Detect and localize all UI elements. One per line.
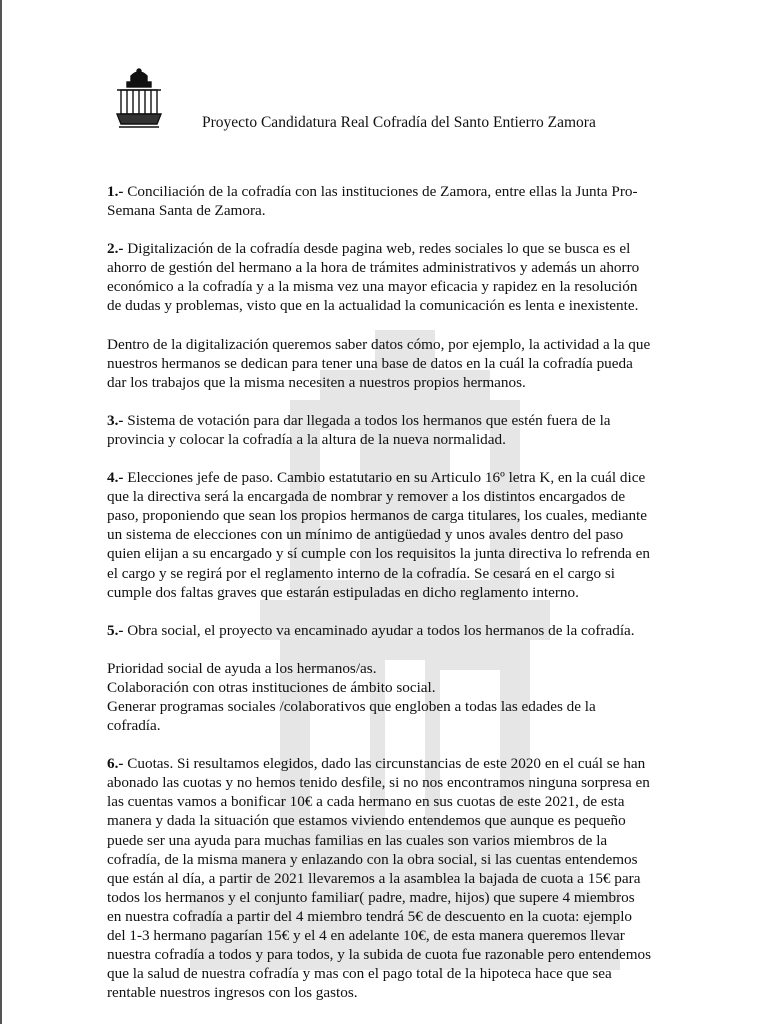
section-number: 5.- [107,621,124,639]
social-item: Prioridad social de ayuda a los hermanos/as. [107,659,377,677]
section-text: Dentro de la digitalización queremos saber datos cómo, por ejemplo, la actividad a la que nuestros hermanos se dedican para tener una base de datos en la cuál la cofradía pueda dar los trabajos que la misma necesiten a nuestros propios hermanos. [107,335,651,391]
section-4 [107,468,652,602]
section-number: 6.- [107,755,124,773]
section-number: 1.- [107,183,124,200]
section-text: Digitalización de la cofradía desde pagina web, redes sociales lo que se busca es el ahorro de gestión del hermano a la hora de trámites administrativos y además un ahorro económico a la cofradía y a la misma vez una mayor eficacia y rapidez en la resolución de dudas y problemas, visto que en la actualidad la comunicación es lenta e inexistente. [107,240,640,315]
section-number: 4.- [107,469,124,487]
section-2 [107,239,652,315]
section-number: 3.- [107,411,124,429]
section-6 [107,754,652,1002]
page-left-edge [0,0,2,1024]
section-text: Elecciones jefe de paso. Cambio estatutario en su Articulo 16º letra K, en la cuál dice que la directiva será la encargada de nombrar y remover a los distintos encargados de paso, proponiendo que sean los propios hermanos de carga titulares, los cuales, mediante un sistema de elecciones con un mínimo de antigüedad y unos avales dentro del paso quien elijan a su encargado y sí cumple con los requisitos la junta directiva lo refrenda en el cargo y se regirá por el reglamento interno de la cofradía. Se cesará en el cargo si cumple dos faltas graves que estarán estipuladas en dicho reglamento interno. [107,469,650,601]
section-2-digitalization-detail [107,335,652,392]
section-text: Obra social, el proyecto va encaminado ayudar a todos los hermanos de la cofradía. [123,621,635,639]
section-3 [107,411,652,449]
section-5 [107,621,652,640]
page-title: Proyecto Candidatura Real Cofradía del Santo Entierro Zamora [202,114,596,131]
section-text: Conciliación de la cofradía con las instituciones de Zamora, entre ellas la Junta Pro-Semana Santa de Zamora. [107,183,638,220]
section-text: Sistema de votación para dar llegada a todos los hermanos que estén fuera de la provincia y colocar la cofradía a la altura de la nueva normalidad. [107,411,611,448]
crest-icon [113,68,165,130]
section-number: 2.- [107,240,124,258]
section-text: Cuotas. Si resultamos elegidos, dado las circunstancias de este 2020 en el cuál se han abonado las cuotas y no hemos tenido desfile, si no nos encontramos ninguna sorpresa en las cuentas vamos a bonificar 10€ a cada hermano en sus cuotas de este 2021, de esta manera y dada la situación que estamos viviendo entendemos que aunque es pequeño puede ser una ayuda para muchas familias en las cuales son varios miembros de la cofradía, de la misma manera y enlazando con la obra social, si las cuentas entendemos que están al día, a partir de 2021 llevaremos a la asamblea la bajada de cuota a 15€ para todos los hermanos y el conjunto familiar( padre, madre, hijos) que supere 4 miembros en nuestra cofradía a partir del 4 miembro tendrá 5€ de descuento en la cuota: ejemplo del 1-3 hermano pagarían 15€ y el 4 en adelante 10€, de esta manera queremos llevar nuestra cofradía a todos y para todos, y la subida de cuota fue razonable pero entendemos que la salud de nuestra cofradía y mas con el pago total de la hipoteca hace que sea rentable nuestros ingresos con los gastos. [107,755,652,1002]
section-1 [107,182,652,220]
social-item: Colaboración con otras instituciones de ámbito social. [107,678,436,696]
social-item: Generar programas sociales /colaborativos que engloben a todas las edades de la cofradía. [107,697,596,735]
document-body [107,182,652,1021]
